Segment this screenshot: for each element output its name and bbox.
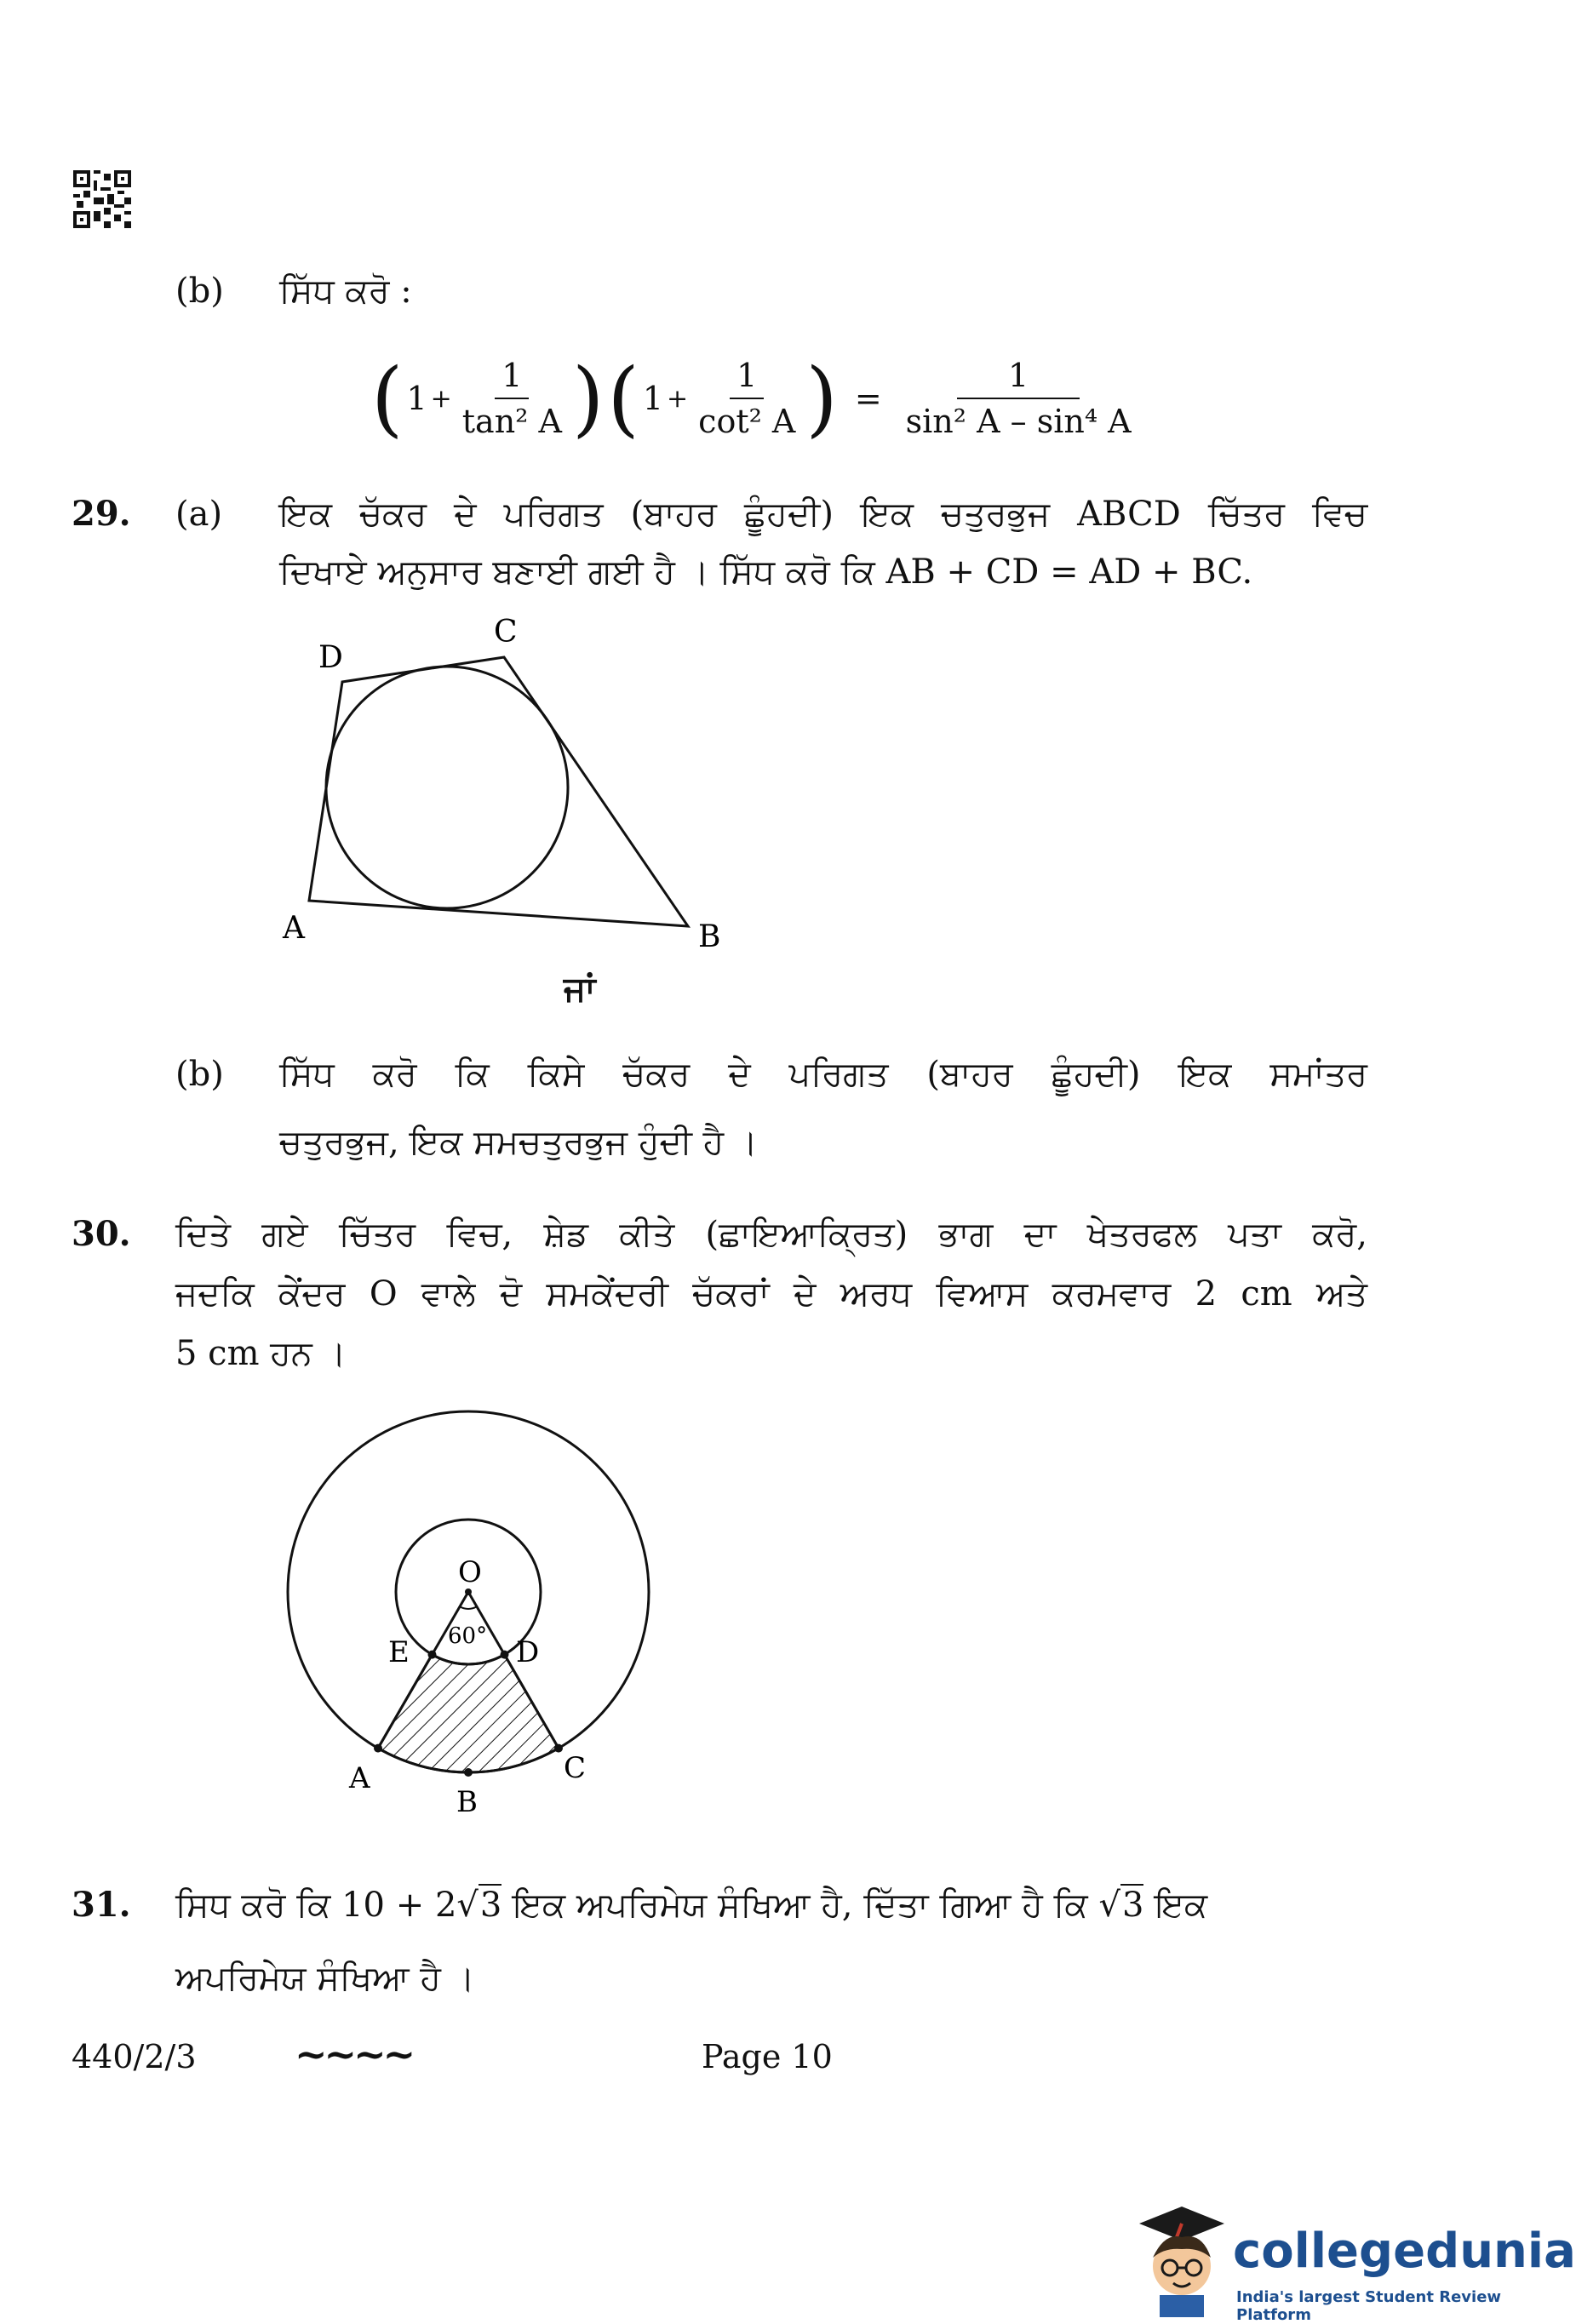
footer-code: 440/2/3 — [72, 2038, 197, 2075]
point-e — [428, 1651, 437, 1659]
label-c: C — [494, 615, 518, 650]
q31-line1-a: ਸਿਧ ਕਰੋ ਕਿ 10 + 2 — [175, 1886, 457, 1925]
q29-or: ਜਾਂ — [564, 969, 596, 1009]
shaded-region — [378, 1655, 559, 1772]
q31-line1-b: ਇਕ ਅਪਰਿਮੇਯ ਸੰਖਿਆ ਹੈ, ਦਿੱਤਾ ਗਿਆ ਹੈ ਕਿ — [501, 1886, 1099, 1925]
qr-code — [73, 170, 131, 228]
label-b: B — [698, 919, 721, 954]
qr-code-icon — [73, 170, 131, 228]
point-d — [501, 1651, 509, 1659]
incircle — [326, 667, 568, 908]
q30-figure — [264, 1396, 673, 1839]
collegedunia-watermark — [1131, 2198, 1576, 2324]
brand-name: collegedunia — [1233, 2224, 1576, 2279]
eq-equals: = — [854, 380, 882, 417]
point-b — [464, 1768, 473, 1777]
q28b-instruction: ਸਿੱਧ ਕਰੋ : — [279, 272, 412, 311]
eq-one-2: 1 — [642, 380, 664, 417]
brand-tagline: India's largest Student Review Platform — [1236, 2288, 1502, 2324]
q30-line1: ਦਿਤੇ ਗਏ ਚਿੱਤਰ ਵਿਚ, ਸ਼ੇਡ ਕੀਤੇ (ਛਾਇਆਕ੍ਰਿਤ) ਭਾਗ ਦਾ ਖੇਤਰਫਲ ਪਤਾ ਕਰੋ, — [175, 1215, 1367, 1254]
label-d: D — [318, 640, 343, 675]
q31-radicand: 3 — [479, 1886, 502, 1925]
label-d: D — [516, 1635, 540, 1669]
eq-plus-2: + — [667, 383, 689, 414]
eq-one-1: 1 — [406, 380, 427, 417]
q29-part-b-label: (b) — [175, 1055, 224, 1094]
eq-plus-1: + — [430, 383, 452, 414]
label-angle: 60° — [448, 1623, 488, 1649]
eq-fraction-sin — [899, 357, 1138, 440]
point-o — [465, 1588, 472, 1595]
eq-fraction-tan — [456, 357, 569, 440]
q29-part-b-line1: ਸਿੱਧ ਕਰੋ ਕਿ ਕਿਸੇ ਚੱਕਰ ਦੇ ਪਰਿਗਤ (ਬਾਹਰ ਛੂੰਹਦੀ) ਇਕ ਸਮਾਂਤਰ — [279, 1055, 1367, 1094]
q31-line1 — [175, 1885, 1207, 1926]
q31-line1-c: ਇਕ — [1143, 1886, 1208, 1925]
point-a — [374, 1744, 382, 1753]
q28b-equation: ( 1 + $\frac{1}{\text{tan² A}}$ ) ( 1 + $\frac{1}{\text{cot² A}}$ ) = $\frac{1}{\text{sin² A – sin⁴ A}}$ — [371, 339, 1138, 458]
q29-part-a-line1: ਇਕ ਚੱਕਰ ਦੇ ਪਰਿਗਤ (ਬਾਹਰ ਛੂੰਹਦੀ) ਇਕ ਚਤੁਰਭੁਜ ABCD ਚਿੱਤਰ ਵਿਚ — [279, 495, 1367, 534]
eq-fraction-cot — [691, 357, 802, 440]
q29-part-a-label: (a) — [175, 495, 223, 534]
sqrt-sign: √ — [456, 1886, 479, 1925]
label-b: B — [456, 1785, 478, 1819]
label-a: A — [283, 911, 305, 946]
label-o: O — [458, 1555, 482, 1589]
label-a: A — [349, 1761, 370, 1795]
q31-line2: ਅਪਰਿਮੇਯ ਸੰਖਿਆ ਹੈ । — [175, 1959, 475, 1998]
angle-arc — [460, 1606, 477, 1609]
sqrt-sign-2: √ — [1098, 1886, 1120, 1925]
q30-line3: 5 cm ਹਨ । — [175, 1334, 347, 1373]
q28b-label: (b) — [175, 272, 224, 311]
q30-line2: ਜਦਕਿ ਕੇਂਦਰ O ਵਾਲੇ ਦੋ ਸਮਕੇਂਦਰੀ ਚੱਕਰਾਂ ਦੇ ਅਰਧ ਵਿਆਸ ਕਰਮਵਾਰ 2 cm ਅਤੇ — [175, 1274, 1367, 1314]
eq-num-3: 1 — [957, 357, 1080, 399]
q29-part-b-line2: ਚਤੁਰਭੁਜ, ਇਕ ਸਮਚਤੁਰਭੁਜ ਹੁੰਦੀ ਹੈ । — [279, 1123, 758, 1162]
eq-den-cot: cot² A — [698, 403, 796, 440]
q31-radicand-2: 3 — [1121, 1886, 1144, 1925]
q30-number: 30. — [72, 1214, 131, 1254]
eq-den-sin: sin² A – sin⁴ A — [905, 403, 1132, 440]
q29-part-a-line2: ਦਿਖਾਏ ਅਨੁਸਾਰ ਬਣਾਈ ਗਈ ਹੈ । ਸਿੱਧ ਕਰੋ ਕਿ AB + CD = AD + BC. — [279, 552, 1253, 592]
student-mascot-icon — [1131, 2198, 1233, 2317]
q31-number: 31. — [72, 1885, 131, 1925]
q29-figure — [271, 613, 748, 953]
label-e: E — [388, 1635, 410, 1669]
eq-num-1: 1 — [495, 357, 529, 399]
point-c — [554, 1744, 563, 1753]
eq-den-tan: tan² A — [461, 403, 562, 440]
footer-squiggle: ~~~~ — [295, 2031, 413, 2077]
label-c: C — [564, 1751, 587, 1785]
eq-num-2: 1 — [730, 357, 764, 399]
footer-page: Page 10 — [702, 2038, 833, 2075]
q29-number: 29. — [72, 494, 131, 534]
